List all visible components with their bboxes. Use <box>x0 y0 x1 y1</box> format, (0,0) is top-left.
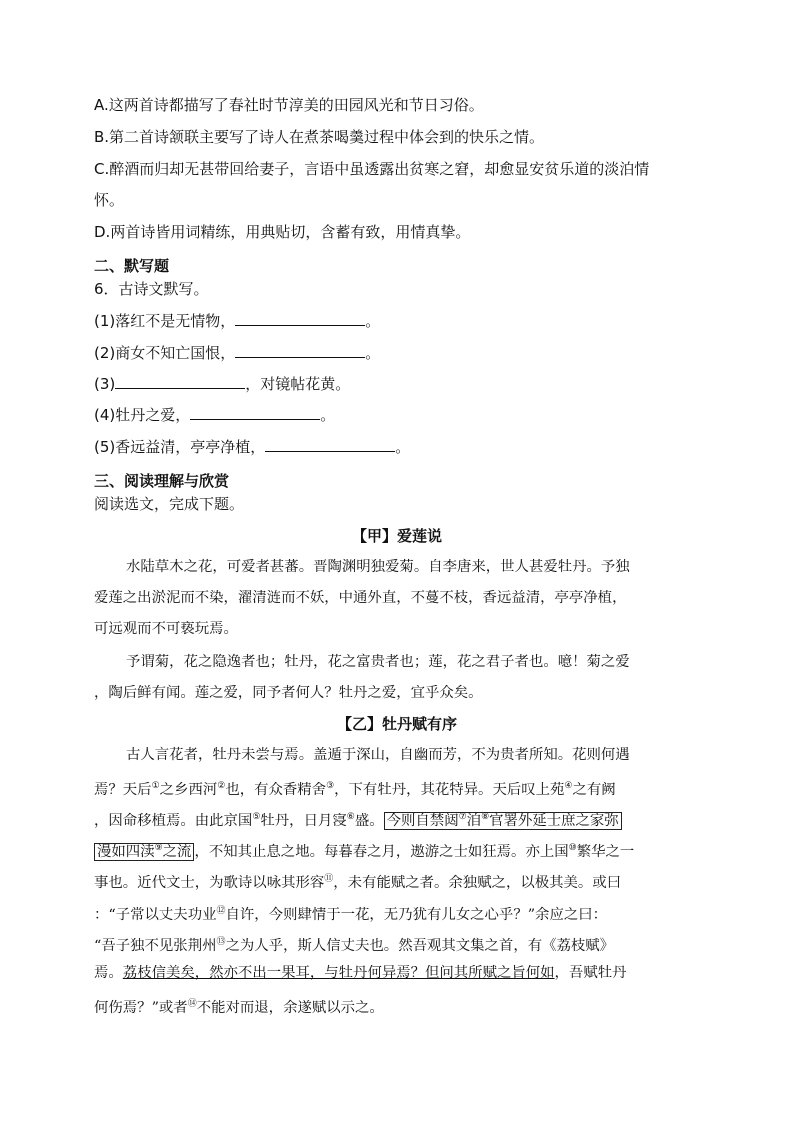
dictation-item-4 <box>94 405 335 425</box>
option-c-line1: C.醉酒而归却无甚带回给妻子，言语中虽透露出贫寒之窘，却愈显安贫乐道的淡泊情 <box>94 160 650 178</box>
jia-para2-line2: ，陶后鲜有闻。莲之爱，同予者何人？牡丹之爱，宜乎众矣。 <box>94 685 483 701</box>
yi-line7 <box>94 932 614 956</box>
note-marker: ⑩ <box>568 843 577 853</box>
text: 繁华之一 <box>576 843 635 860</box>
note-marker: ⑫ <box>216 906 226 916</box>
dictation-suffix: 。 <box>395 438 411 456</box>
note-marker: ⑨ <box>154 843 163 853</box>
note-marker: ⑦ <box>458 812 467 822</box>
text: ，吾赋牡丹 <box>554 965 627 981</box>
text: 牡丹，日月寖 <box>260 812 347 829</box>
dictation-item-2 <box>94 343 380 363</box>
text: 何伤焉？”或者 <box>94 999 188 1016</box>
note-marker: ⑭ <box>187 999 197 1009</box>
passage-yi-title: 【乙】牡丹赋有序 <box>336 715 457 733</box>
answer-blank[interactable] <box>190 405 320 420</box>
passage-jia-title: 【甲】爱莲说 <box>351 527 442 545</box>
question-6: 6．古诗文默写。 <box>94 280 209 298</box>
text: “吾子独不见张荆州 <box>94 937 217 954</box>
dictation-suffix: ，对镜帖花黄。 <box>245 375 351 393</box>
note-marker: ② <box>217 781 226 791</box>
dictation-suffix: 。 <box>320 406 336 424</box>
note-marker: ⑤ <box>252 812 261 822</box>
dictation-item-5 <box>94 437 410 457</box>
yi-line3 <box>94 807 622 831</box>
note-marker: ⑬ <box>216 937 226 947</box>
text: 自许，今则肆情于一花，无乃犹有儿女之心乎？”余应之曰： <box>225 906 608 923</box>
text: 不能对而退，余遂赋以示之。 <box>196 999 384 1016</box>
boxed-sentence-part2 <box>94 843 194 861</box>
section-2-heading: 二、默写题 <box>94 257 170 275</box>
jia-para2-line1: 予谓菊，花之隐逸者也；牡丹，花之富贵者也；莲，花之君子者也。噫！菊之爱 <box>126 654 630 670</box>
text: 盛。 <box>354 812 384 829</box>
text: 焉？天后 <box>94 781 152 798</box>
note-marker: ③ <box>326 781 335 791</box>
dictation-suffix: 。 <box>365 312 381 330</box>
text: 官署外延士庶之家弥 <box>489 812 619 829</box>
dictation-item-1 <box>94 311 380 331</box>
yi-line9 <box>94 994 384 1018</box>
text: 之流 <box>162 843 192 860</box>
note-marker: ⑪ <box>324 874 334 884</box>
section-3-heading: 三、阅读理解与欣赏 <box>94 472 230 490</box>
boxed-sentence-part1 <box>384 812 622 830</box>
text: 之为人乎，斯人信丈夫也。然吾观其文集之首，有《荔枝赋》 <box>225 937 615 954</box>
dictation-item-3 <box>94 374 350 394</box>
note-marker: ④ <box>564 781 573 791</box>
jia-para1-line3: 可远观而不可亵玩焉。 <box>94 621 238 637</box>
text: ，下有牡丹，其花特异。天后叹上苑 <box>334 781 565 798</box>
option-d: D.两首诗皆用词精练，用典贴切，含蓄有致，用情真挚。 <box>94 223 471 241</box>
option-a: A.这两首诗都描写了春社时节淳美的田园风光和节日习俗。 <box>94 96 484 114</box>
answer-blank[interactable] <box>115 374 245 389</box>
yi-line1: 古人言花者，牡丹未尝与焉。盖遁于深山，自幽而芳，不为贵者所知。花则何遇 <box>126 747 630 763</box>
text: 今则自禁闼 <box>386 812 459 829</box>
text: ，因命移植焉。由此京国 <box>94 812 253 829</box>
note-marker: ⑥ <box>346 812 355 822</box>
text: 也，有众香精舍 <box>225 781 327 798</box>
yi-line6 <box>94 901 607 925</box>
option-b: B.第二首诗颔联主要写了诗人在煮茶喝羹过程中体会到的快乐之情。 <box>94 128 545 146</box>
reading-instruction: 阅读选文，完成下题。 <box>94 495 245 513</box>
dictation-prompt: (3) <box>94 375 116 393</box>
yi-line8 <box>94 963 627 983</box>
underlined-sentence: 荔枝信美矣，然亦不出一果耳，与牡丹何异焉？但问其所赋之旨何如 <box>122 965 555 981</box>
dictation-prompt: (4)牡丹之爱， <box>94 406 191 424</box>
text: ，未有能赋之者。余独赋之，以极其美。或曰 <box>333 874 622 891</box>
dictation-prompt: (5)香远益清，亭亭净植， <box>94 438 266 456</box>
text: ：“子常以丈夫功业 <box>94 906 217 923</box>
answer-blank[interactable] <box>265 437 395 452</box>
text: 漫如四渎 <box>97 843 155 860</box>
text: 之有阙 <box>572 781 616 798</box>
option-c-line2: 怀。 <box>94 191 125 209</box>
text: 焉。 <box>94 965 123 981</box>
text: 事也。近代文士，为歌诗以咏其形容 <box>94 874 325 891</box>
yi-line5 <box>94 869 621 893</box>
dictation-prompt: (2)商女不知亡国恨， <box>94 344 236 362</box>
dictation-prompt: (1)落红不是无情物， <box>94 312 236 330</box>
note-marker: ① <box>151 781 160 791</box>
answer-blank[interactable] <box>235 343 365 358</box>
yi-line4 <box>94 838 634 862</box>
answer-blank[interactable] <box>235 311 365 326</box>
jia-para1-line1: 水陆草木之花，可爱者甚蕃。晋陶渊明独爱菊。自李唐来，世人甚爱牡丹。予独 <box>126 559 630 575</box>
text: 洎 <box>466 812 482 829</box>
text: ，不知其止息之地。每暮春之月，遨游之士如狂焉。亦上国 <box>194 843 569 860</box>
dictation-suffix: 。 <box>365 344 381 362</box>
text: 之乡西河 <box>159 781 218 798</box>
yi-line2 <box>94 776 616 800</box>
jia-para1-line2: 爱莲之出淤泥而不染，濯清涟而不妖，中通外直，不蔓不枝，香远益清，亭亭净植， <box>94 590 627 606</box>
note-marker: ⑧ <box>481 812 490 822</box>
